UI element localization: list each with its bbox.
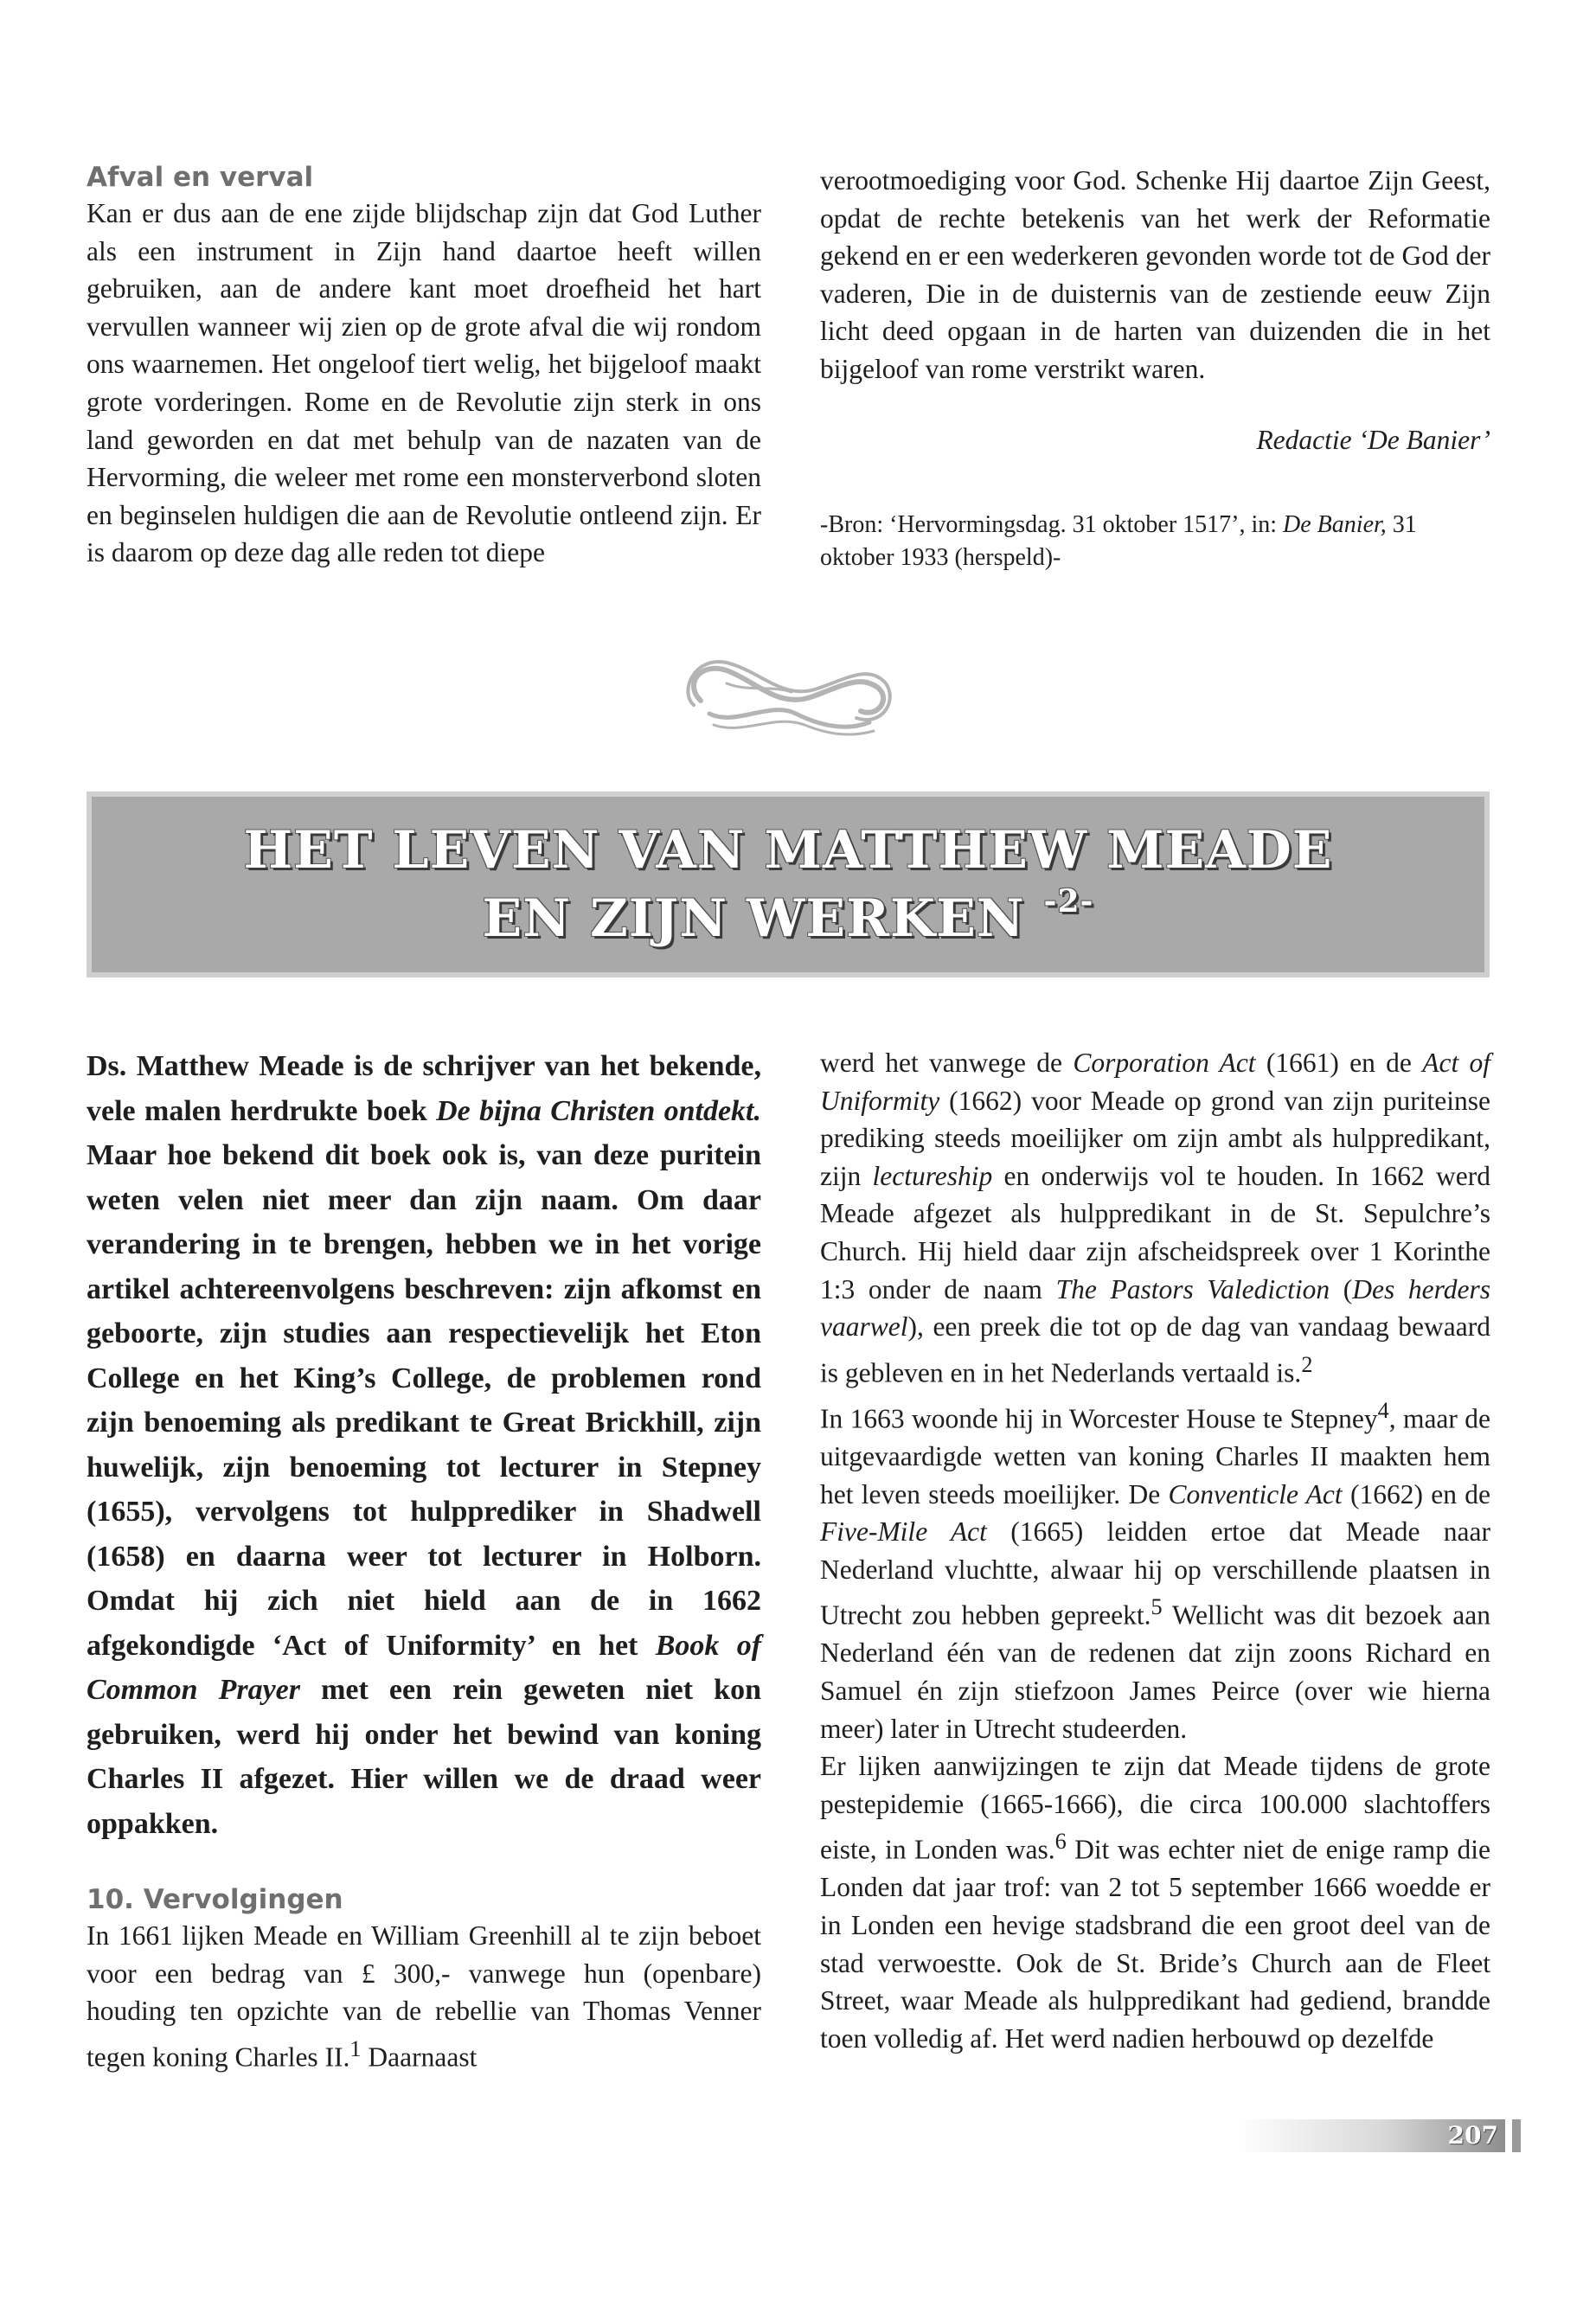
paragraph-text: ), een preek die tot op de dag van vandaag bewaard is gebleven en in het Nederlands vertaald is. [820,1311,1490,1388]
paragraph-text: Dit was echter niet de enige ramp die Londen dat jaar trof: van 2 tot 5 september 1666 woedde er in Londen een hevige stadsbrand die een groot deel van de stad verwoestte. Ook de St. Bride’s Church aan de Fleet Street, waar Meade als hulppredikant had gediend, brandde toen volledig af. Het werd nadien herbouwd op dezelfde [820,1834,1491,2054]
emphasis: The Pastors Valediction [1055,1273,1330,1304]
emphasis: Five-Mile Act [820,1516,987,1548]
paragraph-worcester-house [820,1392,1490,1747]
section-heading-afval: Afval en verval [87,162,314,193]
paragraph-text: In 1661 lijken Meade en William Greenhill al te zijn beboet voor een bedrag van £ 300,- vanwege hun (openbare) houding ten opzichte van de rebellie van Thomas Venner tegen koning Charles II. [87,1920,761,2073]
paragraph-verootmoediging: verootmoediging voor God. Schenke Hij daartoe Zijn Geest, opdat de rechte betekenis van het werk der Reformatie gekend en er een wederkeren gevonden worde tot de God der vaderen, Die in de duisternis van de zestiende eeuw Zijn licht deed opgaan in de harten van duizenden die in het bijgeloof van rome verstrikt waren. [820,165,1490,384]
footnote-ref: 5 [1151,1594,1163,1620]
source-text-end: 31 oktober 1933 (herspeld)- [820,511,1417,572]
column-top-right [820,162,1490,574]
lead-prayer-book-title: Book of Common Prayer [87,1629,762,1706]
paragraph-text: werd het vanwege de [820,1048,1074,1078]
lead-book-title: De bijna Christen ontdekt. [436,1094,761,1127]
article-part-number: -2- [1043,883,1094,920]
paragraph-text: ( [1330,1273,1353,1304]
emphasis: Corporation Act [1073,1048,1256,1078]
paragraph-afval: Kan er dus aan de ene zijde blijdschap zijn dat God Luther als een instrument in Zijn hand daartoe heeft willen gebruiken, aan de andere kant moet droefheid het hart vervullen wanneer wij zien op de grote afval die wij rondom ons waarnemen. Het ongeloof tiert welig, het bijgeloof maakt grote vorderingen. Rome en de Revolutie zijn sterk in ons land geworden en dat met behulp van de nazaten van de Hervorming, die weleer met rome een monsterverbond sloten en beginselen huldigen die aan de Revolutie ontleend zijn. Er is daarom op deze dag alle reden tot diepe [87,198,761,568]
article-title-line-1: HET LEVEN VAN MATTHEW MEADE [243,820,1333,881]
paragraph-text: Wellicht was dit bezoek aan Nederland één van de redenen dat zijn zoons Richard en Samuel én zijn stiefzoon James Peirce (over wie hierna meer) later in Utrecht studeerden. [820,1599,1490,1744]
paragraph-text: In 1663 woonde hij in Worcester House te Stepney [820,1403,1378,1434]
lead-text: Maar hoe bekend dit boek ook is, van deze puritein weten velen niet meer dan zijn naam. Om daar verandering in te brengen, hebben we in het vorige artikel achtereenvolgens beschreven: zijn afkomst en geboorte, zijn studies aan respectievelijk het Eton College en het King’s College, de problemen rond zijn benoeming als predikant te Great Brickhill, zijn huwelijk, zijn benoeming tot lecturer in Stepney (1655), vervolgens tot hulpprediker in Shadwell (1658) en daarna weer tot lecturer in Holborn. Omdat hij zich niet hield aan de in 1662 afgekondigde ‘Act of Uniformity’ en het [87,1139,761,1662]
footnote-ref: 2 [1301,1351,1313,1377]
paragraph-text: (1662) en de [1342,1478,1490,1509]
column-bottom-left [87,1044,761,2076]
paragraph-text: (1661) en de [1255,1048,1423,1078]
paragraph-text: Daarnaast [361,2041,478,2073]
paragraph-text: en onderwijs vol te houden. In 1662 werd Meade afgezet als hulppredikant in de St. Sepulchre’s Church. Hij hield daar zijn afscheidspreek over 1 Korinthe 1:3 onder de naam [820,1160,1490,1304]
paragraph-text: (1662) voor Meade op grond van zijn puriteinse prediking steeds moeilijker om zijn ambt als hulppredikant, zijn [820,1085,1490,1191]
footnote-ref: 6 [1054,1829,1067,1855]
article-title-line-2 [92,883,1484,949]
lead-text: met een rein geweten niet kon gebruiken, werd hij onder het bewind van koning Charles II afgezet. Hier willen we de draad weer oppakken. [87,1674,761,1840]
footnote-ref: 4 [1377,1397,1389,1423]
byline: Redactie ‘De Banier’ [1256,424,1490,455]
column-top-left [87,162,761,572]
column-bottom-right [820,1044,1490,2057]
source-note [820,509,1490,574]
swirl-ornament-icon [675,649,900,744]
page-number-bar-end [1512,2119,1521,2152]
lead-text: Ds. Matthew Meade is de schrijver van het bekende, vele malen herdrukte boek [87,1050,761,1127]
section-heading-vervolgingen: 10. Vervolgingen [87,1884,343,1915]
paragraph-text: , maar de uitgevaardigde wetten van koning Charles II maakten hem het leven steeds moeilijker. De [820,1403,1490,1509]
source-text: -Bron: ‘Hervormingsdag. 31 oktober 1517’, in: [820,511,1284,539]
emphasis: Act of Uniformity [820,1048,1490,1116]
paragraph-vervolgingen [87,1917,761,2076]
lead-paragraph [87,1044,761,1846]
emphasis: lectureship [872,1160,993,1191]
article-title-band [87,792,1490,977]
emphasis: Des herders vaarwel [820,1273,1490,1343]
article-title-line-2-text: EN ZIJN WERKEN [482,888,1025,949]
paragraph-pestepidemie [820,1747,1490,2057]
paragraph-text: (1665) leidden ertoe dat Meade naar Nederland vluchtte, alwaar hij op verschillende plaatsen in Utrecht zou hebben gepreekt. [820,1516,1490,1631]
emphasis: Conventicle Act [1168,1478,1343,1509]
paragraph-corporation-act [820,1044,1490,1392]
footnote-ref: 1 [349,2035,362,2061]
source-publication: De Banier, [1283,511,1387,539]
paragraph-text: Er lijken aanwijzingen te zijn dat Meade tijdens de grote pestepidemie (1665-1666), die circa 100.000 slachtoffers eiste, in Londen was. [820,1751,1490,1865]
page-number: 207 [1447,2121,1498,2150]
